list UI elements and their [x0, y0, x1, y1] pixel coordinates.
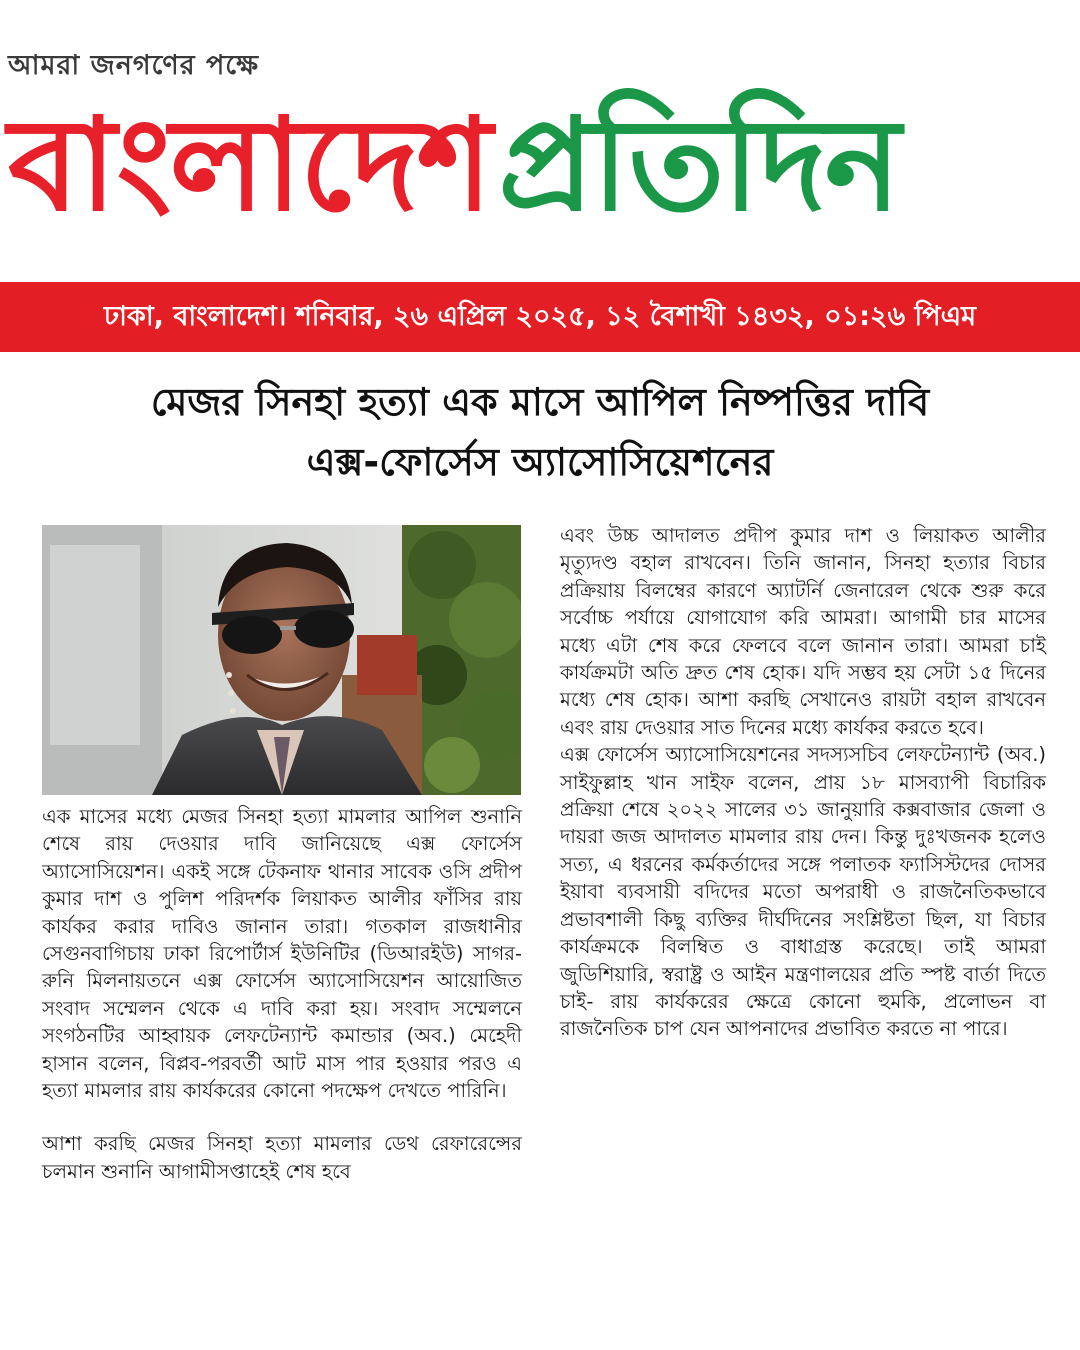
article-paragraph: এক্স ফোর্সেস অ্যাসোসিয়েশনের সদস্যসচিব লেফটেন্যান্ট (অব.) সাইফুল্লাহ খান সাইফ বলেন, প্রায় ১৮ মাসব্যাপী বিচারিক প্রক্রিয়া শেষে ২০২২ সালের ৩১ জানুয়ারি কক্সবাজার জেলা ও দায়রা জজ আদালত মামলার রায় দেন। কিন্তু দুঃখজনক হলেও সত্য, এ ধরনের কর্মকর্তাদের সঙ্গে পলাতক ফ্যাসিস্টদের দোসর ইয়াবা ব্যবসায়ী বদিদের মতো অপরাধী ও রাজনৈতিকভাবে প্রভাবশালী কিছু ব্যক্তির দীর্ঘদিনের সংশ্লিষ্টতা ছিল, যা বিচার কার্যক্রমকে বিলম্বিত ও বাধাগ্রস্ত করেছে। তাই আমরা জুডিশিয়ারি, স্বরাষ্ট্র ও আইন মন্ত্রণালয়ের প্রতি স্পষ্ট বার্তা দিতে চাই- রায় কার্যকরের ক্ষেত্রে কোনো হুমকি, প্রলোভন বা রাজনৈতিক চাপ যেন আপনাদের প্রভাবিত করতে না পারে।: [560, 743, 1046, 1041]
portrait-image: [42, 525, 521, 795]
headline-line-2: এক্স-ফোর্সেস অ্যাসোসিয়েশনের: [306, 440, 774, 484]
newspaper-logo[interactable]: [8, 86, 899, 246]
article-paragraph: এবং উচ্চ আদালত প্রদীপ কুমার দাশ ও লিয়াকত আলীর মৃত্যুদণ্ড বহাল রাখবেন। তিনি জানান, সিনহা হত্যার বিচার প্রক্রিয়ায় বিলম্বের কারণে অ্যাটর্নি জেনারেল থেকে শুরু করে সর্বোচ্চ পর্যায়ে যোগাযোগ করি আমরা। আগামী চার মাসের মধ্যে এটা শেষ করে ফেলবে বলে জানান তারা। আমরা চাই কার্যক্রমটা অতি দ্রুত শেষ হোক। যদি সম্ভব হয় সেটা ১৫ দিনের মধ্যে শেষ হোক। আশা করছি সেখানেও রায়টা বহাল রাখবেন এবং রায় দেওয়ার সাত দিনের মধ্যে কার্যকর করতে হবে।: [560, 524, 1046, 739]
logo-word-bangladesh: বাংলাদেশ: [8, 91, 491, 240]
masthead: [0, 0, 1080, 282]
article-paragraph: আশা করছি মেজর সিনহা হত্যা মামলার ডেথ রেফারেন্সের চলমান শুনানি আগামীসপ্তাহেই শেষ হবে: [42, 1132, 522, 1183]
article-column-left: [42, 803, 522, 1185]
dateline-bar: ঢাকা, বাংলাদেশ। শনিবার, ২৬ এপ্রিল ২০২৫, ১২ বৈশাখী ১৪৩২, ০১:২৬ পিএম: [0, 282, 1080, 352]
masthead-tagline: আমরা জনগণের পক্ষে: [8, 50, 260, 81]
headline-line-1: মেজর সিনহা হত্যা এক মাসে আপিল নিষ্পত্তির দাবি: [150, 380, 930, 424]
article-photo: [42, 525, 521, 795]
article-headline: [0, 372, 1080, 492]
article-column-right: [560, 522, 1046, 1043]
article-paragraph: এক মাসের মধ্যে মেজর সিনহা হত্যা মামলার আপিল শুনানি শেষে রায় দেওয়ার দাবি জানিয়েছে এক্স ফোর্সেস অ্যাসোসিয়েশন। একই সঙ্গে টেকনাফ থানার সাবেক ওসি প্রদীপ কুমার দাশ ও পুলিশ পরিদর্শক লিয়াকত আলীর ফাঁসির রায় কার্যকর করার দাবিও জানান তারা। গতকাল রাজধানীর সেগুনবাগিচায় ঢাকা রিপোর্টার্স ইউনিটির (ডিআরইউ) সাগর-রুনি মিলনায়তনে এক্স ফোর্সেস অ্যাসোসিয়েশন আয়োজিত সংবাদ সম্মেলন থেকে এ দাবি করা হয়। সংবাদ সম্মেলনে সংগঠনটির আহ্বায়ক লেফটেন্যান্ট কমান্ডার (অব.) মেহেদী হাসান বলেন, বিপ্লব-পরবর্তী আট মাস পার হওয়ার পরও এ হত্যা মামলার রায় কার্যকরের কোনো পদক্ষেপ দেখতে পারিনি।: [42, 805, 522, 1103]
logo-word-protidin: প্রতিদিন: [498, 91, 899, 240]
